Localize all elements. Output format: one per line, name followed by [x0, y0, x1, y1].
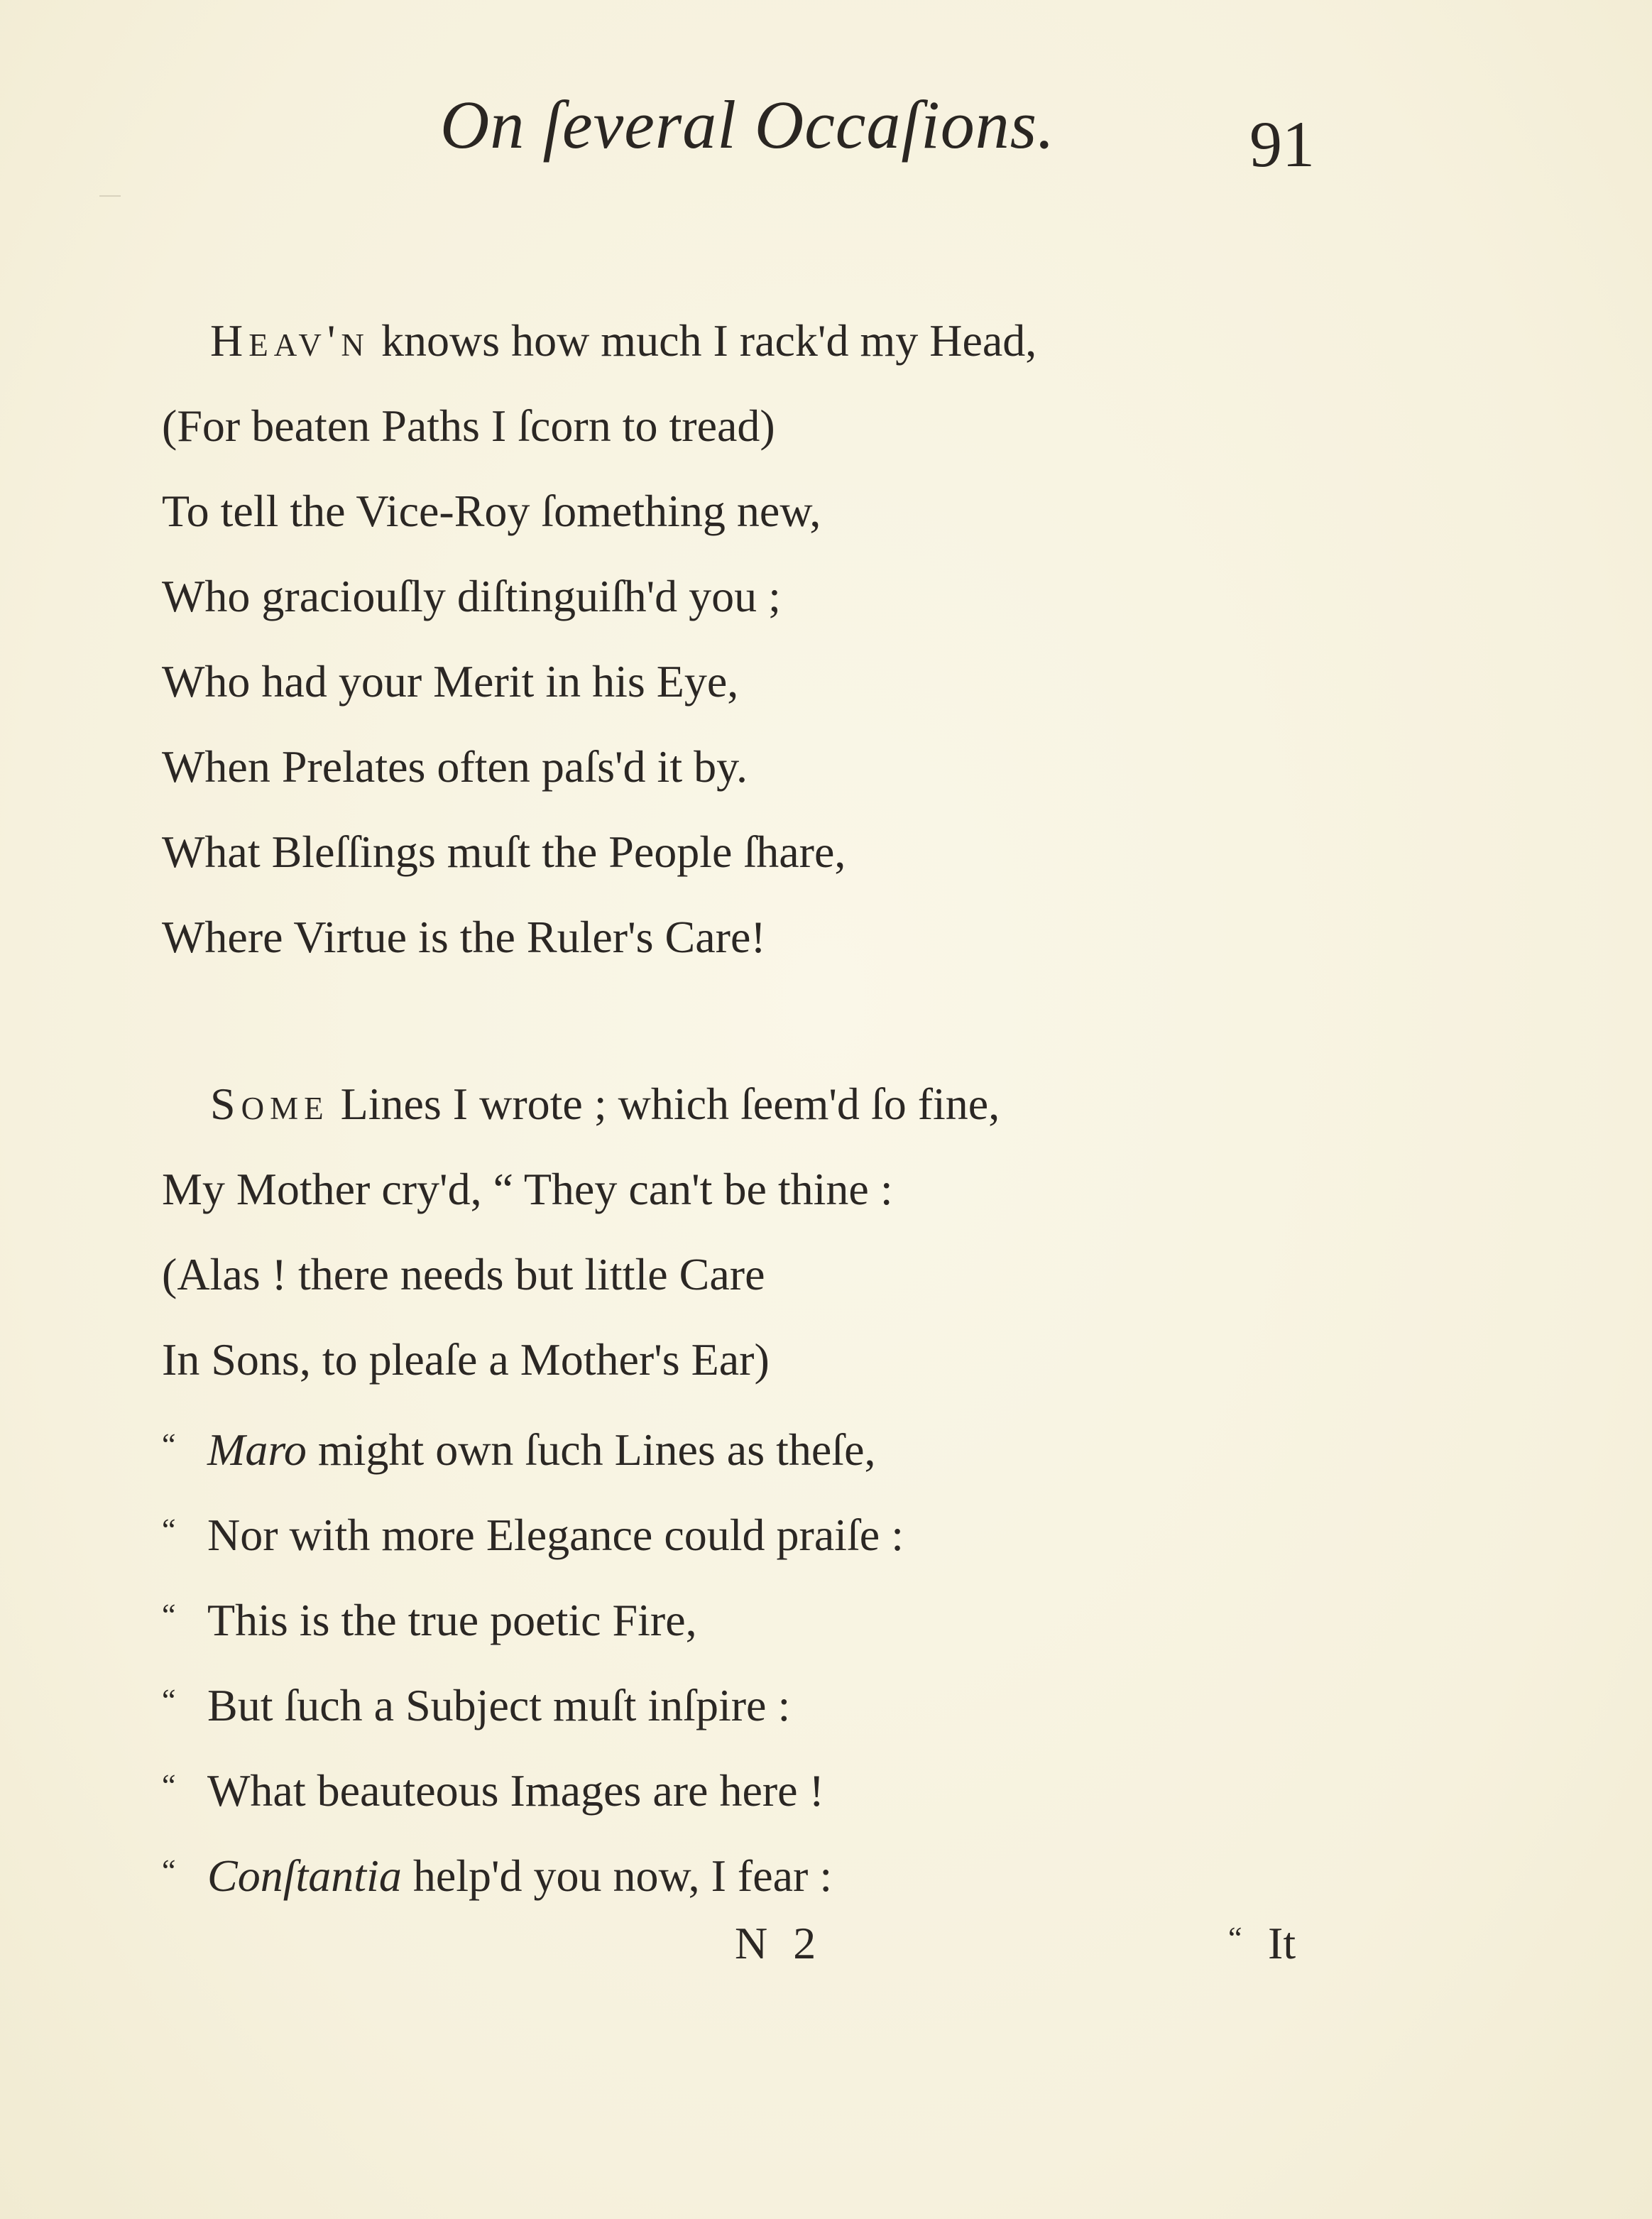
quotation-mark: “	[162, 1853, 176, 1888]
poem-line: My Mother cry'd, “ They can't be thine :	[162, 1164, 893, 1214]
line-text: knows how much I rack'd my Head,	[381, 315, 1037, 366]
line-text: What beauteous Images are here !	[207, 1765, 824, 1816]
poem-line	[162, 1665, 1369, 1750]
poem-line	[162, 1069, 1369, 1154]
quotation-mark: “	[162, 1598, 176, 1632]
margin-mark	[99, 195, 121, 197]
line-text: But ſuch a Subject muſt inſpire :	[207, 1680, 791, 1730]
quotation-mark: “	[162, 1683, 176, 1718]
opening-word: Heav'n	[210, 315, 370, 366]
catchword	[1228, 1917, 1296, 1970]
poem-line: What Bleſſings muſt the People ſhare,	[162, 827, 846, 877]
stanza-2	[162, 1069, 1369, 1921]
line-text: This is the true poetic Fire,	[207, 1595, 697, 1645]
quotation-mark: “	[1228, 1921, 1242, 1956]
poem-line: To tell the Vice-Roy ſomething new,	[162, 486, 821, 536]
poem-line: When Prelates often paſs'd it by.	[162, 741, 748, 792]
poem-line: Where Virtue is the Ruler's Care!	[162, 912, 766, 962]
signature-mark: N 2	[735, 1918, 824, 1968]
line-text: Lines I wrote ; which ſeem'd ſo fine,	[340, 1079, 1000, 1129]
poem-line	[162, 1836, 1369, 1921]
poem-line	[162, 1750, 1369, 1836]
poem-line	[162, 1495, 1369, 1580]
quotation-mark: “	[162, 1768, 176, 1803]
running-head-title: On ſeveral Occaſions.	[440, 87, 1056, 163]
poem-line: (For beaten Paths I ſcorn to tread)	[162, 400, 775, 451]
poem-line	[162, 1410, 1369, 1495]
poem-line: Who had your Merit in his Eye,	[162, 656, 739, 707]
quotation-mark: “	[162, 1427, 176, 1462]
poem-line: In Sons, to pleaſe a Mother's Ear)	[162, 1334, 770, 1385]
italic-name: Conſtantia	[207, 1850, 402, 1901]
poem-line	[162, 1580, 1369, 1665]
poem-line	[162, 305, 1369, 391]
opening-word: Some	[210, 1079, 329, 1129]
page-number: 91	[1249, 108, 1315, 180]
quotation-mark: “	[162, 1512, 176, 1547]
catchword-text: It	[1268, 1918, 1296, 1968]
line-text: help'd you now, I fear :	[412, 1850, 833, 1901]
poem-line: (Alas ! there needs but little Care	[162, 1249, 765, 1299]
italic-name: Maro	[207, 1424, 307, 1475]
stanza-1	[162, 305, 1369, 987]
line-text: Nor with more Elegance could praiſe :	[207, 1510, 904, 1560]
line-text: might own ſuch Lines as theſe,	[317, 1424, 876, 1475]
poem-line: Who graciouſly diſtinguiſh'd you ;	[162, 571, 781, 621]
